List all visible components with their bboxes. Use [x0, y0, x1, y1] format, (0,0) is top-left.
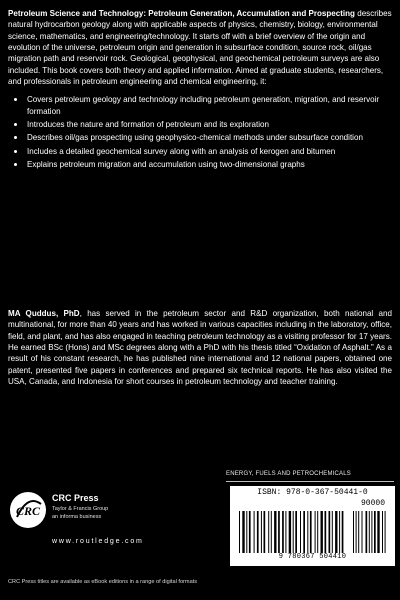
crc-press-logo-icon	[8, 490, 48, 530]
barcode-panel	[230, 486, 395, 566]
feature-list	[8, 94, 392, 170]
isbn-text: ISBN: 978-0-367-50441-0	[257, 488, 368, 497]
publisher-website: www.routledge.com	[52, 538, 144, 545]
publisher-group: Taylor & Francis Group	[52, 506, 109, 512]
barcode-digits: 9 780367 504410	[278, 553, 347, 561]
publisher-tagline: an informa business	[52, 514, 102, 520]
author-name: MA Quddus, PhD	[8, 309, 80, 318]
logo-text: CRC	[15, 504, 41, 518]
publisher-name: CRC Press	[52, 493, 99, 503]
feature-item: Covers petroleum geology and technology including petroleum generation, migration, and reservoir formation	[8, 94, 392, 117]
author-bio	[8, 308, 392, 387]
feature-item: Introduces the nature and formation of petroleum and its exploration	[8, 119, 392, 130]
author-bio-text: , has served in the petroleum sector and R&D organization, both national and multinational, for more than 40 years and has worked in various capacities including in the laboratory, office, field, and plant, and has also engaged in teaching petroleum technology as a visiting professor for 17 years. He earned BSc (Hons) and MSc degrees along with a PhD with his thesis titled “Oxidation of Asphalt.” As a result of his constant research, he has published nine international and 12 national papers, obtained one patent, presented five papers in conferences and prepared six technical reports. He has also visited the USA, Canada, and Indonesia for short courses in petroleum technology and teacher training.	[8, 309, 392, 387]
feature-item: Describes oil/gas prospecting using geophysico-chemical methods under subsurface condition	[8, 132, 392, 143]
ebook-note: CRC Press titles are available as eBook editions in a range of digital formats	[8, 579, 198, 585]
series-label: ENERGY, FUELS AND PETROCHEMICALS	[226, 471, 394, 482]
book-title: Petroleum Science and Technology: Petroleum Generation, Accumulation and Prospecting	[8, 9, 355, 18]
book-description	[8, 8, 392, 172]
price-code: 90000	[360, 499, 385, 508]
description-text: describes natural hydrocarbon geology along with applicable aspects of physics, chemistry, biology, environmental science, mathematics, and engineering/technology. It starts off with a brief overview of the origin and evolution of the universe, petroleum origin and generation in subsurface condition, source rock, oil/gas migration path and reservoir rock. Geological, geophysical, and geochemical petroleum surveys are also included. This book covers both theory and applied information. Aimed at graduate students, researchers, and professionals in petroleum engineering and chemical engineering, it:	[8, 9, 392, 87]
feature-item: Explains petroleum migration and accumulation using two-dimensional graphs	[8, 159, 392, 170]
barcode-icon	[239, 511, 347, 553]
barcode-addon-icon	[353, 511, 387, 553]
feature-item: Includes a detailed geochemical survey along with an analysis of kerogen and bitumen	[8, 146, 392, 157]
